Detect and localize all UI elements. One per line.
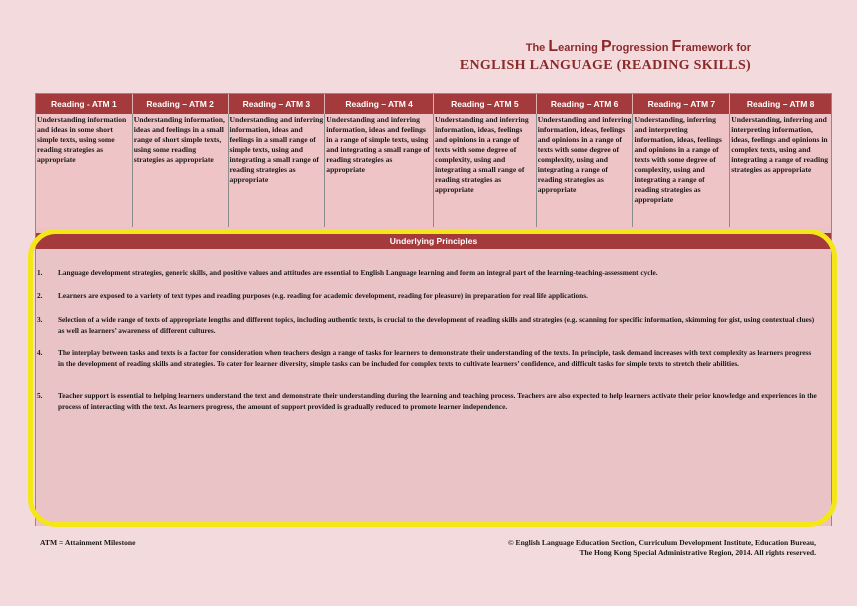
copyright-line-1: © English Language Education Section, Curriculum Development Institute, Education Bureau, xyxy=(507,538,816,547)
atm-header-5: Reading – ATM 5 xyxy=(434,94,537,114)
principle-number: 2. xyxy=(37,291,43,300)
footer-copyright xyxy=(508,538,816,558)
atm-header-row xyxy=(36,94,831,114)
atm-description-5: Understanding and inferring information, ideas, feelings and opinions in a range of texts with some degree of complexity, using and integrating a small range of reading strategies as appropriate xyxy=(434,114,537,227)
copyright-line-2: The Hong Kong Special Administrative Region, 2014. All rights reserved. xyxy=(579,548,816,557)
atm-description-2: Understanding information, ideas and feelings in a small range of short simple texts, using some reading strategies as appropriate xyxy=(133,114,229,227)
principle-text: Language development strategies, generic skills, and positive values and attitudes are essential to English Language learning and form an integral part of the learning-teaching-assessment cycle. xyxy=(58,268,658,277)
atm-header-4: Reading – ATM 4 xyxy=(325,94,434,114)
principle-number: 3. xyxy=(37,315,43,324)
principle-text: Teacher support is essential to helping learners understand the text and demonstrate their understanding during the learning and teaching process. Teachers are also expected to help learners activate their prior knowledge and experiences in the process of interacting with the text. As learners progress, the amount of support provided is gradually reduced to promote learner independence. xyxy=(58,391,817,411)
atm-header-2: Reading – ATM 2 xyxy=(133,94,229,114)
atm-description-row xyxy=(36,114,831,227)
atm-description-6: Understanding and inferring information, ideas, feelings and opinions in a range of texts with some degree of complexity, using and integrating a range of reading strategies as appropriate xyxy=(537,114,634,227)
atm-description-1: Understanding information and ideas in some short simple texts, using some reading strategies as appropriate xyxy=(36,114,133,227)
document-title xyxy=(460,38,751,74)
principle-text: The interplay between tasks and texts is a factor for consideration when teachers design a range of tasks for learners to demonstrate their understanding of the texts. In principle, task demand increases with text complexity as learners progress in the development of reading skills and strategies. To cater for learner diversity, simple tasks can be included for complex texts to cultivate learners’ confidence, and difficult tasks for simple texts to stretch their abilities. xyxy=(58,348,812,368)
title-line-framework: The Learning Progression Framework for xyxy=(525,38,751,55)
atm-header-3: Reading – ATM 3 xyxy=(229,94,326,114)
atm-description-3: Understanding and inferring information, ideas and feelings in a small range of simple texts, using and integrating a small range of reading strategies as appropriate xyxy=(229,114,326,227)
atm-header-1: Reading - ATM 1 xyxy=(36,94,133,114)
progression-framework-table xyxy=(35,93,832,526)
principle-number: 1. xyxy=(37,268,43,277)
principles-heading: Underlying Principles xyxy=(36,233,831,249)
principle-number: 5. xyxy=(37,391,43,400)
title-line-subject: ENGLISH LANGUAGE (READING SKILLS) xyxy=(459,58,751,73)
atm-description-4: Understanding and inferring information, ideas and feelings in a range of simple texts, using and integrating a small range of reading strategies as appropriate xyxy=(325,114,434,227)
atm-description-8: Understanding, inferring and interpreting information, ideas, feelings and opinions in complex texts, using and integrating a range of reading strategies as appropriate xyxy=(731,115,829,174)
footer-atm-note: ATM = Attainment Milestone xyxy=(40,538,136,547)
principle-number: 4. xyxy=(37,348,43,357)
atm-description-7: Understanding, inferring and interpreting information, ideas, feelings and opinions in a range of texts with some degree of complexity, using and integrating a range of reading strategies as appropriate xyxy=(633,114,730,227)
atm-header-7: Reading – ATM 7 xyxy=(633,94,730,114)
principles-list xyxy=(36,249,831,526)
principle-text: Learners are exposed to a variety of text types and reading purposes (e.g. reading for academic development, reading for pleasure) in preparation for real life applications. xyxy=(58,291,588,300)
atm-header-6: Reading – ATM 6 xyxy=(537,94,634,114)
atm-header-8: Reading – ATM 8 xyxy=(746,99,815,109)
principle-text: Selection of a wide range of texts of appropriate lengths and different topics, including authentic texts, is crucial to the development of reading skills and strategies (e.g. scanning for specific information, skimming for gist, using contextual clues) as well as learners’ awareness of different cultures. xyxy=(58,315,815,335)
